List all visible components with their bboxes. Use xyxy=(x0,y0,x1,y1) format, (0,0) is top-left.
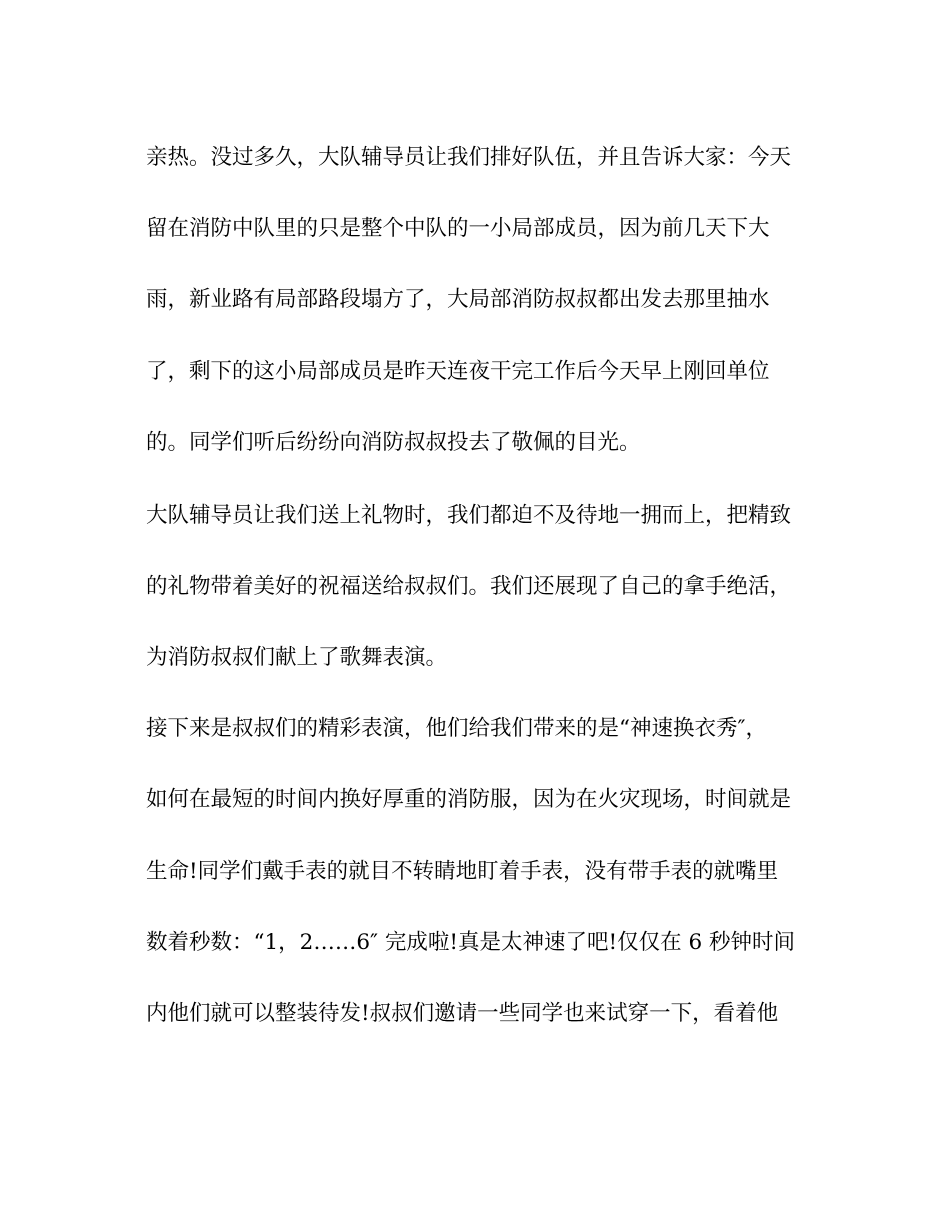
text-line: 大队辅导员让我们送上礼物时，我们都迫不及待地一拥而上，把精致 xyxy=(146,503,792,528)
text-line: 如何在最短的时间内换好厚重的消防服，因为在火灾现场，时间就是 xyxy=(146,787,792,812)
text-line: 了，剩下的这小局部成员是昨天连夜干完工作后今天早上刚回单位 xyxy=(146,359,770,384)
text-line: 亲热。没过多久，大队辅导员让我们排好队伍，并且告诉大家：今天 xyxy=(146,145,792,170)
text-line: 接下来是叔叔们的精彩表演，他们给我们带来的是“神速换衣秀″， xyxy=(146,716,768,741)
text-line: 留在消防中队里的只是整个中队的一小局部成员，因为前几天下大 xyxy=(146,216,770,241)
text-line: 数着秒数：“1，2……6″ 完成啦!真是太神速了吧!仅仅在 6 秒钟时间 xyxy=(146,930,796,955)
text-line: 内他们就可以整装待发!叔叔们邀请一些同学也来试穿一下，看着他 xyxy=(146,1001,779,1026)
text-line: 生命!同学们戴手表的就目不转睛地盯着手表，没有带手表的就嘴里 xyxy=(146,859,779,884)
text-line: 为消防叔叔们献上了歌舞表演。 xyxy=(146,645,448,670)
text-line: 的礼物带着美好的祝福送给叔叔们。我们还展现了自己的拿手绝活， xyxy=(146,574,792,599)
text-line: 雨，新业路有局部路段塌方了，大局部消防叔叔都出发去那里抽水 xyxy=(146,287,770,312)
text-line: 的。同学们听后纷纷向消防叔叔投去了敬佩的目光。 xyxy=(146,430,641,455)
